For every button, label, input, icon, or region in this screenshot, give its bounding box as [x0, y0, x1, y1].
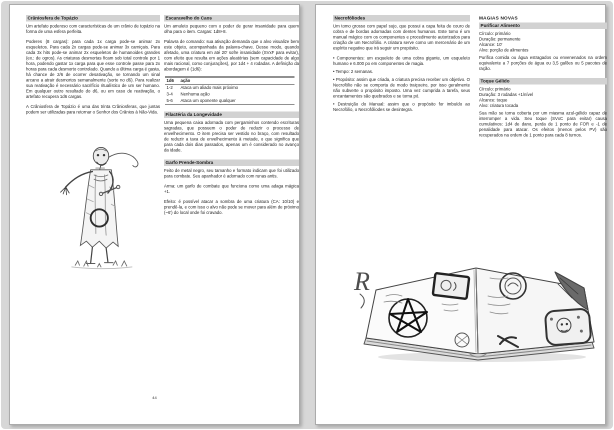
spell-stat-range: Alcance: 10': [479, 42, 503, 47]
left-page-column-2: [164, 15, 299, 419]
section-filacteria: [164, 112, 299, 154]
section-necrofoliodes: [333, 15, 470, 113]
section-title: Garfo Prende-Sombra: [164, 160, 299, 167]
bullet-item: • Propósito: assim que criada, a criatura precisa receber um objetivo. O Necrofólio não se comporta de modo traiçoeiro, por isso geralmente não subverte o propósito imposto. Uma vez cumprida a tarefa, seus encantamentos são quebrados e se torna pó.: [333, 77, 470, 99]
spell-stat-circle: Círculo: primário: [479, 86, 511, 92]
spell-stat-circle: Círculo: primário: [479, 31, 511, 36]
body-text: Uma pequena caixa adornada com pergaminhos contendo escrituras sagradas, que possuem o poder de reduzir o processo de envelhecimento. O item precisa ser vestido no braço, com resultado de reduzir a taxa de envelhecimento à metade, o que significa que para cada dois dias passados, apenas um é considerado no avanço da idade.: [164, 120, 299, 153]
body-text: Um tomo grosso com papel sujo, que possui a capa feita de couro de cobra e de bordas adornadas com dentes humanos. Este tomo é um manual mágico com os componentes e procedimento autorizados para criação de um Necrofólio. A criatura serve como um mercenário de um espírito negativo que irá seguir um propósito.: [333, 23, 470, 51]
table-header-die: 1d6: [166, 78, 174, 83]
section-title: Filactéria da Longevidade: [164, 112, 299, 119]
bullet-item: • Componentes: um esqueleto de uma cobra gigante, um esqueleto humano e 6.000 po em componentes de magia.: [333, 55, 470, 66]
grimoire-book-illustration: [350, 252, 610, 372]
spell-stat-target: Alvo: criatura tocada: [479, 103, 519, 108]
section-toque-gelido: [479, 78, 607, 138]
body-text: Palavra de comando: sua ativação demanda que o alvo visualize bem este objeto, acompanhada da palavra-chave. Desse modo, quando afetado, uma criatura em até 20' sofre insanidade (SVxF para evitar), com efeito que resulta em ações aleatórias (sem capacidade de algo mais racional, como conjurações), por 1d4 + 4 rodadas. A definição da abordagem é (1d6):: [164, 39, 299, 72]
spell-stat-range: Alcance: toque: [479, 97, 508, 103]
section-title: Crâniosfera de Topázio: [26, 15, 160, 22]
bullet-item: • Tempo: 2 semanas.: [333, 69, 374, 74]
section-purificar-alimento: [479, 23, 607, 72]
page-left: [9, 4, 300, 425]
spell-title: Toque Gélido: [479, 78, 607, 85]
spell-stat-duration: Duração: 3 rodadas +1/nível: [479, 92, 534, 97]
body-text: Efeito: é possível atacar a sombra de uma criatura (CA: 10/10) e prendê-la, e com isso o alvo não pode se mover para além de próximo (~6') do local onde foi cravado.: [164, 199, 299, 215]
table-header-action: ação: [180, 78, 191, 83]
document-viewer: [1, 1, 613, 429]
spell-title: Purificar Alimento: [479, 23, 607, 30]
body-text: Um amuleto pequeno com o poder de gerar insanidade para quem olha para o item. Cargas: 1d8+8.: [164, 23, 299, 34]
bullet-item: • Destruição do Manual: assim que o propósito for imbuído ao Necrofólio, o Necrofóliodes se desintegra.: [333, 101, 470, 112]
section-title: Escaravelho do Caos: [164, 15, 299, 22]
body-text: Feito de metal negro, seu tamanho e formato indicam que foi utilizado para combate. Seu apanhador é adornado com runas antis.: [164, 168, 299, 179]
body-text: A Crâniosfera de Topázio é uma das trinta Crâniosferas, que juntas podem ser utilizadas para retornar o Senhor dos Crânios à Não-Vida.: [26, 104, 160, 115]
body-text: Um artefato poderoso com características de um crânio de topázio na forma de uma esfera perfeita.: [26, 23, 160, 34]
section-garfo: [164, 160, 299, 216]
spell-stat-target: Alvo: porção de alimentos: [479, 47, 529, 53]
table-row: 1-2 Ataca um aliado mais próximo: [166, 85, 239, 90]
page-right: [315, 4, 606, 425]
spell-description: Purifica comida ou água estragados ou envenenados na ordem equivalente a 7 porções de água ou 3,5 galões ou 5 pacotes de ração.: [479, 55, 607, 71]
table-header-row: [165, 77, 295, 84]
spell-description: Sua mão se torna coberta por um miasma azul-gélido capaz de interromper a vida. Seu toque (SVxC para evitar) causa cumulativos: 1d4 de dano, perda de 1 ponto de FOR e -1 de penalidade para atacar. Os efeitos (menos pelos PV) são recuperados na ordem de 1 ponto para cada 8 turnos.: [479, 110, 607, 138]
section-escaravelho: [164, 15, 299, 105]
section-craniosfera: [26, 15, 160, 115]
artist-signature: R: [354, 267, 370, 296]
chapter-heading: MAGIAS NOVAS: [479, 15, 518, 21]
table-row: 3-4 Nenhuma ação: [166, 91, 210, 97]
left-page-column-1: [26, 15, 160, 419]
spell-stat-duration: Duração: permanente: [479, 36, 521, 42]
table-row: 5-6 Ataca um oponente qualquer: [165, 98, 295, 105]
body-text: Poderes (8 cargas): para cada 1x carga pode-se animar 2x esqueletos. Para cada 2x cargas pode-se animar 3x carniçais. Para cada 3x hits pode-se animar 2x esqueletos de humanoides grandes (ex.: de ogros). As criaturas desmortas ficam sob total controle por 1 hora, podendo gastar 1x carga para que esse controle passe para 2x horas para cada desmorto controlado. Quando a última carga é gasta, há chance de 2/6 de ocorrer desativação, se tornando um sinal arcano a atrair desmortos semanalmente (sorte no d6). Para realizar sua reativação é necessário sacrifício ritualístico de um ser humano. Em qualquer outro resultado do d6, ou em caso de reativação, o artefato recupera 1d6 cargas.: [26, 39, 160, 99]
zombie-skeleton-illustration: [58, 144, 144, 273]
body-text: Arma: um garfo de combate que funciona como uma adaga mágica +1.: [164, 183, 299, 194]
section-title: Necrofóliodes: [333, 15, 470, 22]
reaction-table: [165, 77, 295, 105]
page-number: 44: [152, 395, 157, 400]
